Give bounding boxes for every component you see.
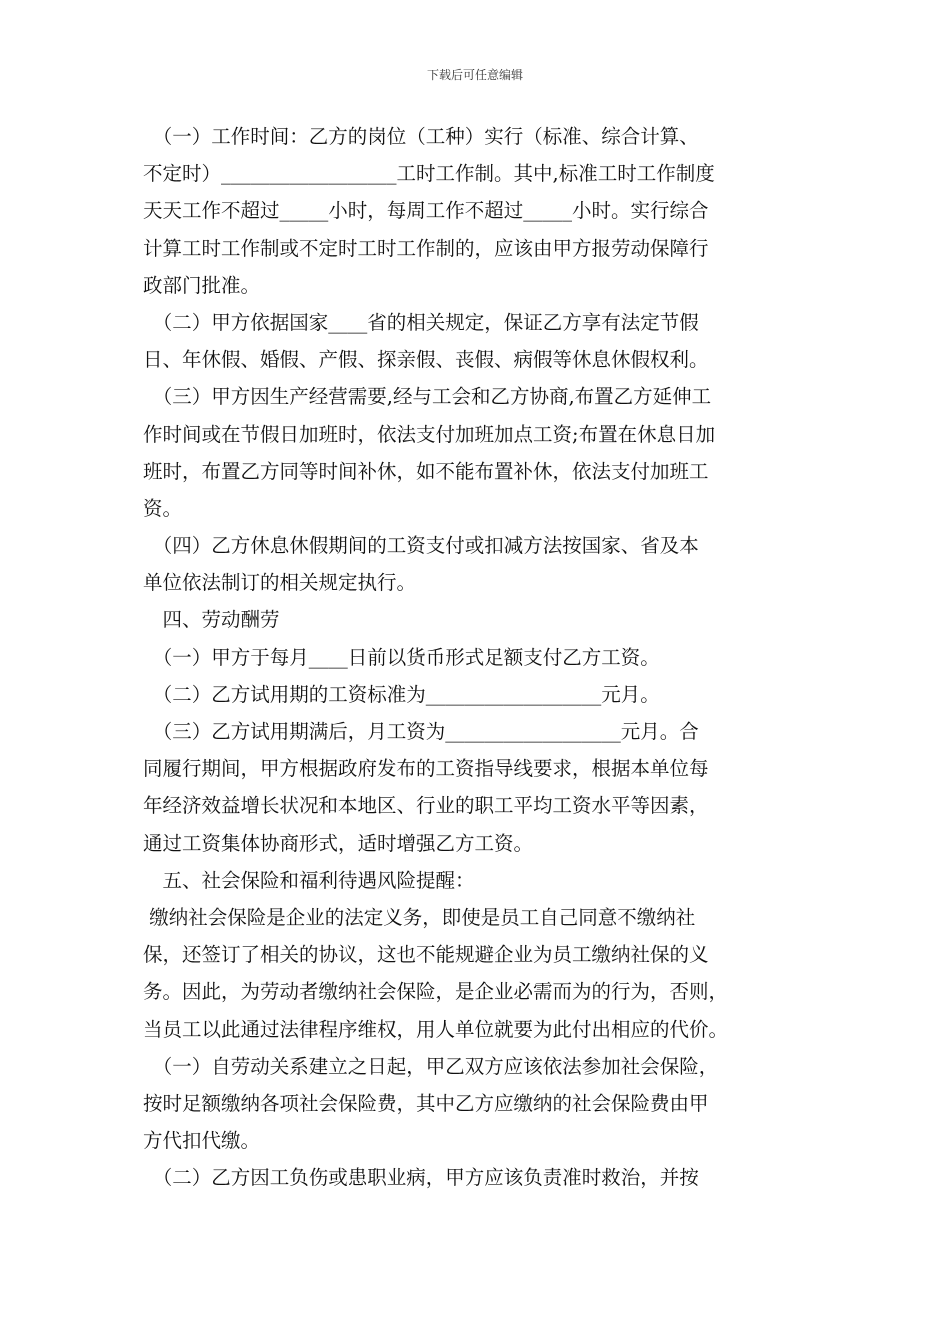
text-line: 按时足额缴纳各项社会保险费，其中乙方应缴纳的社会保险费由甲 xyxy=(143,1091,709,1115)
text-line: 单位依法制订的相关规定执行。 xyxy=(143,571,417,595)
text-line: （二）乙方试用期的工资标准为__________________元月。 xyxy=(143,682,660,706)
text-line: （一）工作时间：乙方的岗位（工种）实行（标准、综合计算、 xyxy=(143,125,699,148)
text-line: 通过工资集体协商形式，适时增强乙方工资。 xyxy=(143,831,534,855)
text-line: 作时间或在节假日加班时，依法支付加班加点工资;布置在休息日加 xyxy=(143,422,716,446)
text-line: 计算工时工作制或不定时工时工作制的，应该由甲方报劳动保障行 xyxy=(143,236,709,260)
text-line: 年经济效益增长状况和本地区、行业的职工平均工资水平等因素， xyxy=(143,794,709,818)
text-line: 当员工以此通过法律程序维权，用人单位就要为此付出相应的代价。 xyxy=(143,1017,729,1041)
section-heading: 四、劳动酬劳 xyxy=(143,608,280,632)
text-line: （二）乙方因工负伤或患职业病，甲方应该负责准时救治，并按 xyxy=(143,1166,699,1190)
text-line: 方代扣代缴。 xyxy=(143,1129,261,1153)
page-header: 下载后可任意编辑 xyxy=(426,68,523,82)
text-line: （四）乙方休息休假期间的工资支付或扣减方法按国家、省及本 xyxy=(143,534,699,558)
text-line: （三）甲方因生产经营需要,经与工会和乙方协商,布置乙方延伸工 xyxy=(143,385,712,409)
text-line: 政部门批准。 xyxy=(143,273,261,297)
text-line: 天天工作不超过_____小时，每周工作不超过_____小时。实行综合 xyxy=(143,199,709,223)
text-line: 缴纳社会保险是企业的法定义务，即使是员工自己同意不缴纳社 xyxy=(143,905,696,929)
text-line: 日、年休假、婚假、产假、探亲假、丧假、病假等休息休假权利。 xyxy=(143,348,709,372)
text-line: 务。因此，为劳动者缴纳社会保险，是企业必需而为的行为，否则， xyxy=(143,980,729,1004)
text-line: 不定时）__________________工时工作制。其中,标准工时工作制度 xyxy=(143,162,715,186)
section-heading: 五、社会保险和福利待遇风险提醒： xyxy=(143,868,475,892)
text-line: （二）甲方依据国家____省的相关规定，保证乙方享有法定节假 xyxy=(143,310,699,334)
text-line: 保，还签订了相关的协议，这也不能规避企业为员工缴纳社保的义 xyxy=(143,943,709,967)
text-line: 资。 xyxy=(143,496,183,520)
text-line: （三）乙方试用期满后，月工资为__________________元月。合 xyxy=(143,720,699,743)
text-line: 同履行期间，甲方根据政府发布的工资指导线要求，根据本单位每 xyxy=(143,757,709,781)
text-line: （一）甲方于每月____日前以货币形式足额支付乙方工资。 xyxy=(143,645,660,669)
text-line: 班时，布置乙方同等时间补休，如不能布置补休，依法支付加班工 xyxy=(143,459,709,483)
document-body xyxy=(143,118,808,1196)
text-line: （一）自劳动关系建立之日起，甲乙双方应该依法参加社会保险， xyxy=(143,1054,719,1078)
